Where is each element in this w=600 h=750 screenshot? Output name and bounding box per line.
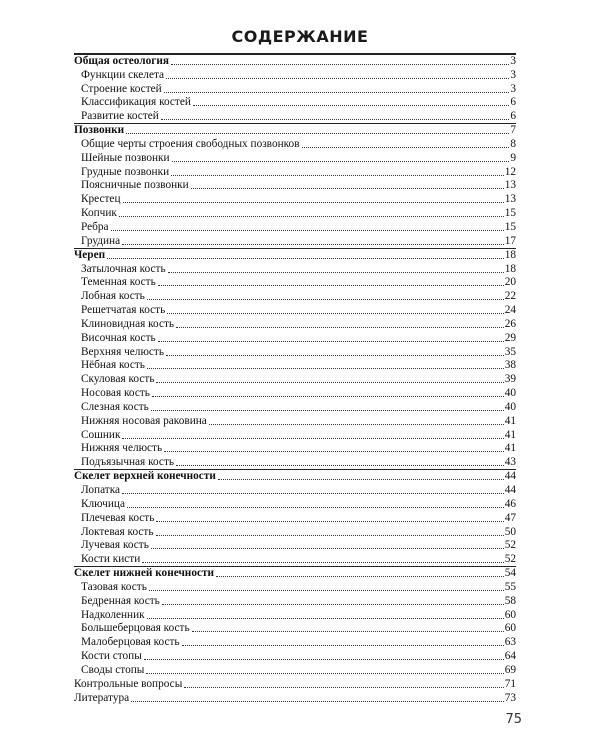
dot-leader (119, 215, 504, 217)
toc-entry-row (74, 552, 516, 566)
toc-entry-row (74, 137, 516, 151)
toc-entry-label: Слезная кость (81, 400, 149, 413)
toc-entry-label: Нижняя носовая раковина (81, 414, 207, 427)
toc-page-number: 20 (504, 276, 516, 289)
dot-leader (127, 506, 504, 508)
toc-entry-row (74, 428, 516, 442)
toc-entry-label: Общая остеология (74, 54, 170, 67)
dot-leader (168, 271, 504, 273)
toc-page-number: 17 (504, 234, 516, 247)
dot-leader (156, 520, 503, 522)
toc-entry-label: Малоберцовая кость (81, 636, 180, 649)
toc-entry-row (74, 345, 516, 359)
toc-page-number: 43 (504, 456, 516, 469)
toc-entry-label: Развитие костей (81, 110, 159, 123)
toc-page-number: 47 (504, 511, 516, 524)
dot-leader (216, 575, 504, 577)
toc-entry-row (74, 635, 516, 649)
toc-entry-label: Лучевая кость (81, 539, 149, 552)
toc-entry-label: Носовая кость (81, 387, 150, 400)
dot-leader (123, 201, 504, 203)
toc-entry-row (74, 691, 516, 705)
toc-entry-label: Кости стопы (81, 650, 142, 663)
toc-entry-label: Скелет нижней конечности (74, 567, 215, 580)
toc-entry-label: Нижняя челюсть (81, 442, 163, 455)
toc-entry-label: Затылочная кость (81, 262, 166, 275)
toc-page-number: 60 (504, 608, 516, 621)
toc-section-row (74, 248, 516, 262)
toc-entry-label: Череп (74, 248, 106, 261)
toc-entry-row (74, 317, 516, 331)
toc-entry-label: Функции скелета (81, 68, 165, 81)
toc-page-number: 35 (504, 345, 516, 358)
toc-entry-label: Своды стопы (81, 663, 145, 676)
toc-page-number: 38 (504, 359, 516, 372)
toc-page-number: 7 (510, 124, 516, 137)
toc-entry-label: Строение костей (81, 82, 162, 95)
dot-leader (146, 672, 503, 674)
dot-leader (144, 658, 504, 660)
toc-page-number: 15 (504, 207, 516, 220)
toc-entry-row (74, 206, 516, 220)
toc-entry-label: Решетчатая кость (81, 304, 166, 317)
toc-page-number: 24 (504, 304, 516, 317)
toc-page-number: 26 (504, 317, 516, 330)
toc-entry-label: Лопатка (81, 484, 121, 496)
toc-page-number: 12 (504, 165, 516, 178)
dot-leader (151, 409, 504, 411)
toc-entry-row (74, 234, 516, 248)
toc-entry-label: Подъязычная кость (81, 456, 175, 469)
toc-entry-row (74, 663, 516, 677)
dot-leader (158, 340, 504, 342)
toc-page-number: 18 (504, 262, 516, 275)
page-title: СОДЕРЖАНИЕ (231, 27, 369, 46)
toc-page-number: 71 (504, 677, 516, 690)
toc-page-number: 46 (504, 497, 516, 510)
toc-entry-row (74, 525, 516, 539)
toc-entry-row (74, 622, 516, 636)
toc-page-number: 52 (504, 553, 516, 566)
dot-leader (122, 492, 504, 494)
dot-leader (158, 284, 504, 286)
toc-page-number: 39 (504, 373, 516, 386)
toc-entry-row (74, 497, 516, 511)
dot-leader (111, 229, 504, 231)
toc-entry-row (74, 580, 516, 594)
toc-page-number: 52 (504, 539, 516, 552)
dot-leader (176, 464, 504, 466)
dot-leader (147, 617, 504, 619)
toc-entry-label: Нёбная кость (81, 359, 145, 372)
toc-page-number: 60 (504, 622, 516, 635)
dot-leader (162, 603, 504, 605)
dot-leader (192, 630, 504, 632)
dot-leader (131, 700, 504, 702)
toc-page-number: 3 (510, 68, 516, 81)
dot-leader (164, 450, 504, 452)
toc-page-number: 69 (504, 663, 516, 676)
dot-leader (182, 644, 504, 646)
dot-leader (193, 104, 509, 106)
toc-entry-label: Височная кость (81, 331, 156, 344)
toc-page-number: 22 (504, 290, 516, 303)
toc-entry-label: Тазовая кость (81, 580, 147, 593)
toc-page-number: 15 (504, 220, 516, 233)
toc-page-number: 40 (504, 400, 516, 413)
toc-section-row (74, 54, 516, 68)
dot-leader (171, 174, 504, 176)
dot-leader (167, 312, 503, 314)
toc-page-number: 41 (504, 428, 516, 441)
toc-entry-row (74, 649, 516, 663)
toc-page-number: 63 (504, 636, 516, 649)
toc-entry-label: Грудные позвонки (81, 165, 170, 178)
dot-leader (147, 367, 504, 369)
dot-leader (152, 395, 504, 397)
toc-page-number: 9 (510, 151, 516, 164)
toc-page-number: 50 (504, 525, 516, 538)
toc-entry-label: Надколенник (81, 608, 145, 621)
toc-entry-row (74, 539, 516, 553)
table-of-contents (74, 53, 516, 705)
toc-entry-row (74, 109, 516, 123)
toc-entry-row (74, 511, 516, 525)
toc-entry-label: Большеберцовая кость (81, 622, 190, 635)
toc-entry-row (74, 151, 516, 165)
toc-page-number: 18 (504, 248, 516, 261)
dot-leader (156, 534, 504, 536)
page-number: 75 (505, 712, 522, 727)
toc-page-number: 41 (504, 442, 516, 455)
toc-entry-label: Поясничные позвонки (81, 179, 189, 192)
toc-entry-row (74, 331, 516, 345)
toc-entry-row (74, 96, 516, 110)
dot-leader (164, 91, 510, 93)
toc-entry-row (74, 220, 516, 234)
toc-page-number: 13 (504, 179, 516, 192)
toc-entry-label: Копчик (81, 207, 117, 220)
dot-leader (149, 589, 504, 591)
toc-entry-label: Теменная кость (81, 276, 156, 289)
toc-entry-row (74, 442, 516, 456)
toc-page-number: 44 (504, 470, 516, 483)
toc-entry-row (74, 82, 516, 96)
toc-page-number: 40 (504, 387, 516, 400)
dot-leader (176, 326, 504, 328)
toc-entry-label: Ключица (81, 497, 125, 510)
toc-entry-row (74, 455, 516, 469)
toc-section-row (74, 469, 516, 483)
toc-entry-row (74, 165, 516, 179)
toc-entry-label: Ребра (81, 220, 109, 233)
toc-entry-label: Плечевая кость (81, 511, 155, 524)
dot-leader (151, 547, 504, 549)
toc-entry-row (74, 594, 516, 608)
toc-entry-label: Классификация костей (81, 96, 191, 109)
dot-leader (191, 187, 504, 189)
toc-entry-label: Клиновидная кость (81, 317, 175, 330)
toc-page-number: 64 (504, 650, 516, 663)
toc-page-number: 55 (504, 580, 516, 593)
toc-page-number: 41 (504, 414, 516, 427)
toc-entry-label: Литература (74, 691, 130, 704)
dot-leader (184, 686, 503, 688)
dot-leader (156, 381, 503, 383)
toc-entry-label: Контрольные вопросы (74, 677, 183, 690)
toc-entry-label: Позвонки (74, 124, 125, 137)
toc-page-number: 13 (504, 193, 516, 206)
dot-leader (126, 132, 509, 134)
dot-leader (166, 77, 509, 79)
toc-entry-label: Сошник (81, 428, 121, 441)
toc-entry-row (74, 400, 516, 414)
toc-page-number: 58 (504, 594, 516, 607)
toc-entry-row (74, 192, 516, 206)
toc-page-number: 6 (510, 110, 516, 123)
toc-entry-row (74, 303, 516, 317)
toc-entry-label: Скелет верхней конечности (74, 470, 216, 483)
toc-section-row (74, 566, 516, 580)
toc-entry-label: Верхняя челюсть (81, 345, 164, 358)
toc-entry-label: Скуловая кость (81, 373, 155, 386)
toc-entry-row (74, 289, 516, 303)
toc-entry-row (74, 179, 516, 193)
dot-leader (302, 146, 510, 148)
toc-entry-label: Крестец (81, 193, 121, 206)
dot-leader (122, 437, 503, 439)
dot-leader (161, 118, 510, 120)
dot-leader (142, 561, 503, 563)
toc-entry-row (74, 677, 516, 691)
toc-entry-row (74, 262, 516, 276)
toc-entry-row (74, 414, 516, 428)
toc-page-number: 54 (504, 567, 516, 580)
toc-entry-label: Бедренная кость (81, 594, 160, 607)
toc-entry-label: Шейные позвонки (81, 151, 170, 164)
dot-leader (171, 63, 509, 65)
toc-entry-row (74, 276, 516, 290)
dot-leader (147, 298, 504, 300)
toc-entry-label: Локтевая кость (81, 525, 154, 538)
dot-leader (209, 423, 504, 425)
dot-leader (122, 243, 504, 245)
toc-entry-row (74, 386, 516, 400)
toc-page-number: 8 (510, 137, 516, 150)
dot-leader (218, 478, 504, 480)
toc-entry-label: Грудина (81, 234, 121, 247)
toc-page-number: 73 (504, 691, 516, 704)
dot-leader (107, 257, 504, 259)
toc-entry-row (74, 483, 516, 497)
dot-leader (166, 354, 504, 356)
toc-page-number: 29 (504, 331, 516, 344)
dot-leader (172, 160, 510, 162)
toc-page-number: 44 (504, 484, 516, 496)
toc-entry-row (74, 359, 516, 373)
toc-page-number: 6 (510, 96, 516, 109)
toc-entry-row (74, 68, 516, 82)
toc-entry-row (74, 372, 516, 386)
toc-page-number: 3 (510, 82, 516, 95)
toc-section-row (74, 123, 516, 137)
toc-entry-label: Общие черты строения свободных позвонков (81, 137, 300, 150)
toc-entry-label: Кости кисти (81, 553, 141, 566)
toc-entry-row (74, 608, 516, 622)
toc-page-number: 3 (510, 54, 516, 67)
toc-entry-label: Лобная кость (81, 290, 145, 303)
